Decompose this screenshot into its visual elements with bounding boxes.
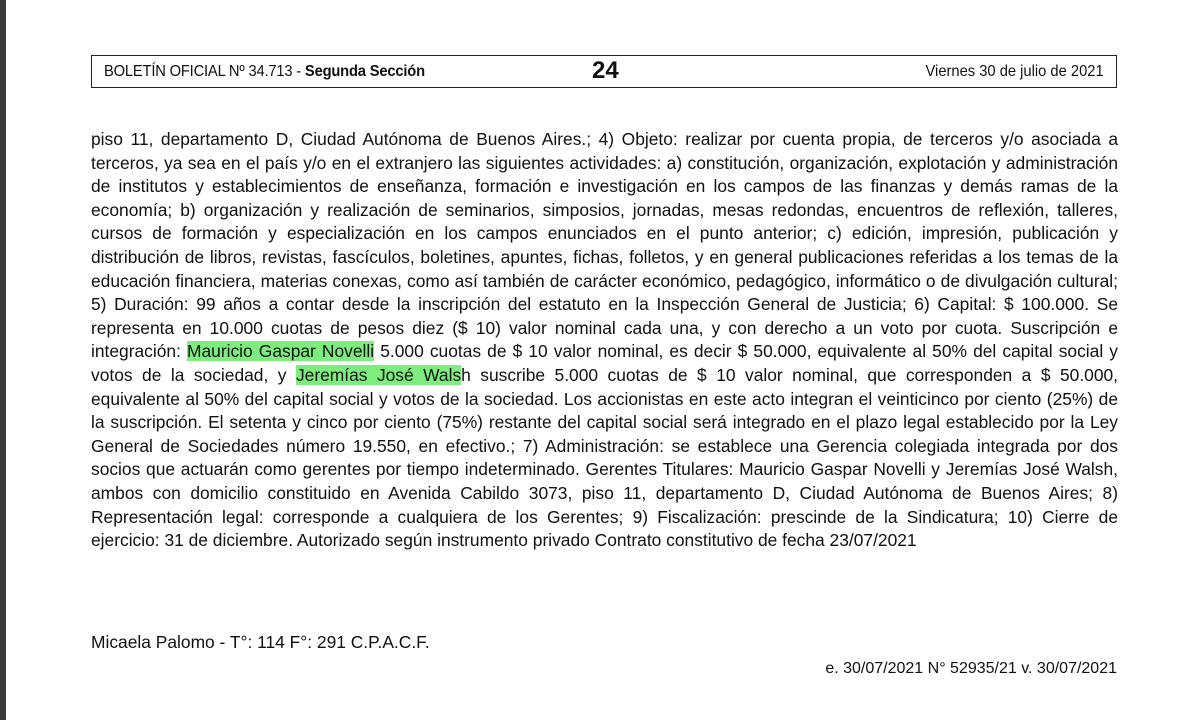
notice-paragraph: piso 11, departamento D, Ciudad Autónoma de Buenos Aires.; 4) Objeto: realizar por cuenta propia, de terceros y/o asociada a terceros, ya sea en el país y/o en el extranjero las siguientes actividades: a) constitución, organización, explotación y administración de institutos y establecimientos de enseñanza, formación e investigación en los campos de las finanzas y demás ramas de la economía; b) organización y realización de seminarios, simposios, jornadas, mesas redondas, encuentros de reflexión, talleres, cursos de formación y especialización en los campos enunciados en el punto anterior; c) edición, impresión, publicación y distribución de libros, revistas, fascículos, boletines, apuntes, fichas, folletos, y en general publicaciones referidas a los temas de la educación financiera, materias conexas, como así también de carácter económico, pedagógico, informático o de divulgación cultural; 5) Duración: 99 años a contar desde la inscripción del estatuto en la Inspección General de Justicia; 6) Capital: $ 100.000. Se representa en 10.000 cuotas de pesos diez ($ 10) valor nominal cada una, y con derecho a un voto por cuota. Suscripción e integración: Mauricio Gaspar Novelli 5.000 cuotas de $ 10 valor nominal, es decir $ 50.000, equivalente al 50% del capital social y votos de la sociedad, y Jeremías José Walsh suscribe 5.000 cuotas de $ 10 valor nominal, que corresponden a $ 50.000, equivalente al 50% del capital social y votos de la sociedad. Los accionistas en este acto integran el veinticinco por ciento (25%) de la suscripción. El setenta y cinco por ciento (75%) restante del capital social será integrado en el plazo legal establecido por la Ley General de Sociedades número 19.550, en efectivo.; 7) Administración: se establece una Gerencia colegiada integrada por dos socios que actuarán como gerentes por tiempo indeterminado. Gerentes Titulares: Mauricio Gaspar Novelli y Jeremías José Walsh, ambos con domicilio constituido en Avenida Cabildo 3073, piso 11, departamento D, Ciudad Autónoma de Buenos Aires; 8) Representación legal: corresponde a cualquiera de los Gerentes; 9) Fiscalización: prescinde de la Sindicatura; 10) Cierre de ejercicio: 31 de diciembre. Autorizado según instrumento privado Contrato constitutivo de fecha 23/07/2021 [91, 129, 1118, 551]
publication-title: BOLETÍN OFICIAL Nº 34.713 - Segunda Sección [104, 63, 425, 80]
highlighted-name: Jeremías José Wals [295, 364, 462, 385]
window-left-edge [0, 0, 6, 720]
section-name: Segunda Sección [304, 63, 425, 80]
highlighted-name: Mauricio Gaspar Novelli [187, 341, 375, 362]
signature-line: Micaela Palomo - T°: 114 F°: 291 C.P.A.C.F. [91, 632, 430, 652]
page-header [91, 55, 1117, 88]
page-number: 24 [592, 57, 619, 84]
notice-body [91, 128, 1118, 553]
publication-date: Viernes 30 de julio de 2021 [925, 63, 1104, 80]
publication-reference: e. 30/07/2021 N° 52935/21 v. 30/07/2021 [825, 660, 1117, 677]
